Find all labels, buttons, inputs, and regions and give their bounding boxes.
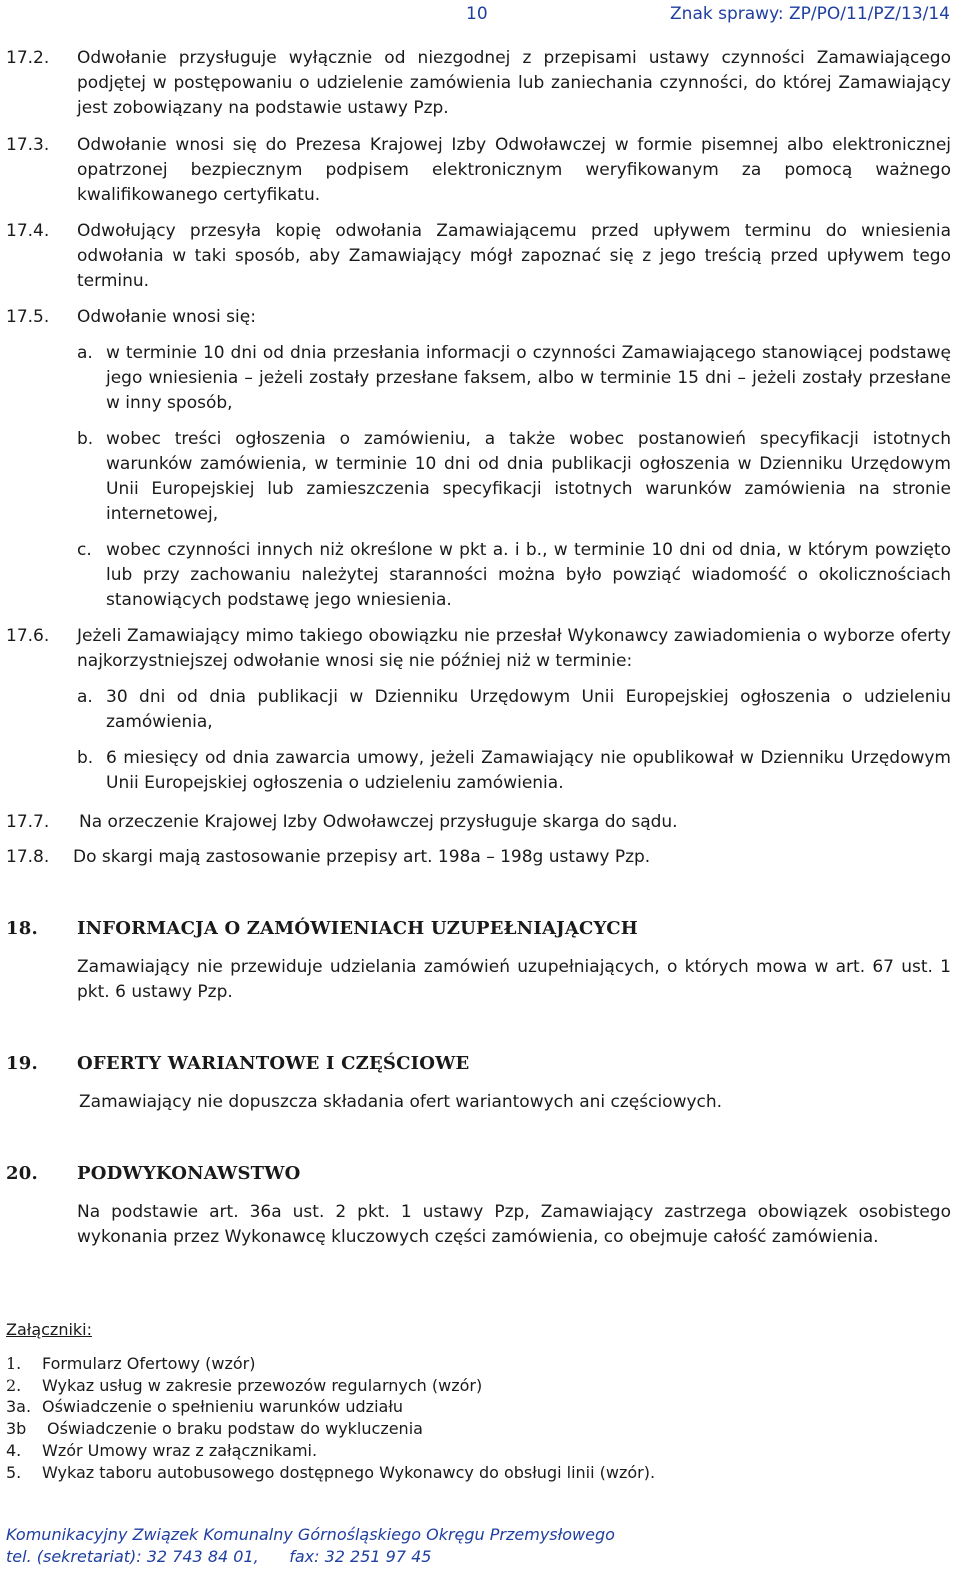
section-number: 17.8. [6,847,50,867]
paragraph-17-5: Odwołanie wnosi się: [77,307,256,327]
attachment-item: Oświadczenie o spełnieniu warunków udziału [42,1397,404,1416]
attachment-item: Formularz Ofertowy (wzór) [42,1354,256,1373]
attachment-item: Wzór Umowy wraz z załącznikami. [42,1441,318,1460]
section-number: 20. [6,1163,38,1184]
list-letter: a. [77,687,93,707]
paragraph-17-7: Na orzeczenie Krajowej Izby Odwoławczej przysługuje skarga do sądu. [79,812,678,832]
paragraph-17-2: Odwołanie przysługuje wyłącznie od niezgodnej z przepisami ustawy czynności Zamawiającego podjętej w postępowaniu o udzielenie zamówienia lub zaniechania czynności, do której Zamawiający jest zobowiązany na podstawie ustawy Pzp. [77,48,951,118]
attachments-heading: Załączniki: [6,1320,92,1339]
paragraph-17-6: Jeżeli Zamawiający mimo takiego obowiązku nie przesłał Wykonawcy zawiadomienia o wyborze oferty najkorzystniejszej odwołanie wnosi się nie później niż w terminie: [77,626,951,671]
list-item: w terminie 10 dni od dnia przesłania informacji o czynności Zamawiającego stanowiącej podstawę jego wniesienia – jeżeli zostały przesłane faksem, albo w terminie 15 dni – jeżeli zostały przesłane w inny sposób, [106,343,951,413]
list-item: 6 miesięcy od dnia zawarcia umowy, jeżeli Zamawiający nie opublikował w Dzienniku Urzędowym Unii Europejskiej ogłoszenia o udzieleniu zamówienia. [106,748,951,793]
attachment-number: 5. [6,1463,22,1482]
list-letter: a. [77,343,93,363]
paragraph-18: Zamawiający nie przewiduje udzielania zamówień uzupełniających, o których mowa w art. 67 ust. 1 pkt. 6 ustawy Pzp. [77,957,951,1002]
section-title: PODWYKONAWSTWO [77,1163,301,1184]
list-letter: c. [77,540,92,560]
attachment-number: 3b [6,1419,27,1438]
list-letter: b. [77,748,94,768]
case-number: Znak sprawy: ZP/PO/11/PZ/13/14 [670,4,950,24]
attachment-number: 2. [6,1376,22,1395]
page-number: 10 [466,4,488,24]
paragraph-19: Zamawiający nie dopuszcza składania ofert wariantowych ani częściowych. [79,1092,723,1112]
section-title: INFORMACJA O ZAMÓWIENIACH UZUPEŁNIAJĄCYCH [77,918,638,939]
footer-organization: Komunikacyjny Związek Komunalny Górnośląskiego Okręgu Przemysłowego [6,1525,615,1544]
section-title: OFERTY WARIANTOWE I CZĘŚCIOWE [77,1053,470,1074]
list-item: 30 dni od dnia publikacji w Dzienniku Urzędowym Unii Europejskiej ogłoszenia o udzieleniu zamówienia, [106,687,951,732]
paragraph-20: Na podstawie art. 36a ust. 2 pkt. 1 ustawy Pzp, Zamawiający zastrzega obowiązek osobistego wykonania przez Wykonawcę kluczowych części zamówienia, co obejmuje całość zamówienia. [77,1202,951,1247]
section-number: 19. [6,1053,38,1074]
section-number: 17.7. [6,812,50,832]
section-number: 17.2. [6,48,50,68]
section-number: 18. [6,918,38,939]
attachment-item: Oświadczenie o braku podstaw do wykluczenia [47,1419,423,1438]
attachment-number: 1. [6,1354,22,1373]
attachment-item: Wykaz taboru autobusowego dostępnego Wykonawcy do obsługi linii (wzór). [42,1463,656,1482]
section-number: 17.5. [6,307,50,327]
section-number: 17.4. [6,221,50,241]
section-number: 17.3. [6,135,50,155]
paragraph-17-4: Odwołujący przesyła kopię odwołania Zamawiającemu przed upływem terminu do wniesienia odwołania w taki sposób, aby Zamawiający mógł zapoznać się z jego treścią przed upływem tego terminu. [77,221,951,291]
attachment-number: 4. [6,1441,22,1460]
footer-contact: tel. (sekretariat): 32 743 84 01, fax: 32 251 97 45 [6,1547,432,1566]
list-letter: b. [77,429,94,449]
paragraph-17-3: Odwołanie wnosi się do Prezesa Krajowej Izby Odwoławczej w formie pisemnej albo elektronicznej opatrzonej bezpiecznym podpisem elektronicznym weryfikowanym za pomocą ważnego kwalifikowanego certyfikatu. [77,135,951,205]
paragraph-17-8: Do skargi mają zastosowanie przepisy art. 198a – 198g ustawy Pzp. [73,847,651,867]
attachment-number: 3a. [6,1397,32,1416]
section-number: 17.6. [6,626,50,646]
attachment-item: Wykaz usług w zakresie przewozów regularnych (wzór) [42,1376,483,1395]
list-item: wobec treści ogłoszenia o zamówieniu, a także wobec postanowień specyfikacji istotnych warunków zamówienia, w terminie 10 dni od dnia publikacji ogłoszenia w Dzienniku Urzędowym Unii Europejskiej lub zamieszczenia specyfikacji istotnych warunków zamówienia na stronie internetowej, [106,429,951,524]
list-item: wobec czynności innych niż określone w pkt a. i b., w terminie 10 dni od dnia, w którym powzięto lub przy zachowaniu należytej staranności można było powziąć wiadomość o okolicznościach stanowiących podstawę jego wniesienia. [106,540,951,610]
